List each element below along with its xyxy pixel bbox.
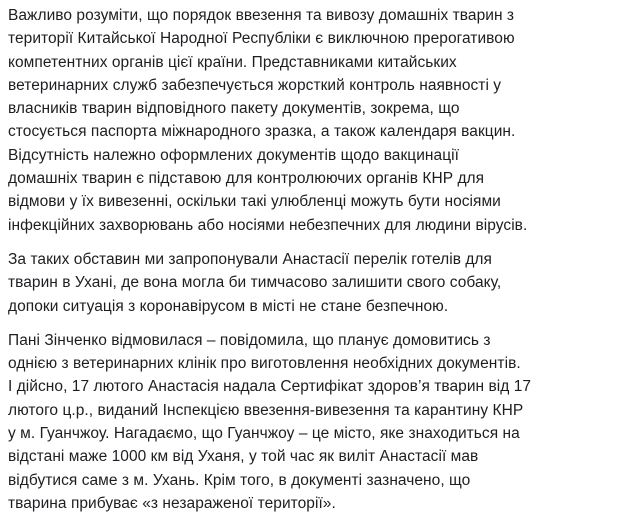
text-line: За таких обставин ми запропонували Анастасії перелік готелів для [8, 250, 492, 268]
paragraph-export-rules [8, 4, 611, 237]
text-line: ветеринарних служб забезпечується жорсткий контроль наявності у [8, 76, 502, 94]
text-line: відстані маже 1000 км від Уханя, у той час як виліт Анастасії мав [8, 448, 479, 466]
text-line: інфекційних захворювань або носіями небезпечних для людини вірусів. [8, 216, 528, 234]
text-line: у м. Гуанчжоу. Нагадаємо, що Гуанчжоу – це місто, яке знаходиться на [8, 425, 520, 443]
text-line: компетентних органів цієї країни. Представниками китайських [8, 53, 457, 71]
text-line: домашніх тварин є підставою для контролюючих органів КНР для [8, 170, 485, 188]
text-line: стосується паспорта міжнародного зразка, а також календаря вакцин. [8, 123, 516, 141]
text-line: І дійсно, 17 лютого Анастасія надала Сертифікат здоров’я тварин від 17 [8, 378, 532, 396]
text-line: тварин в Ухані, де вона могла би тимчасово залишити свого собаку, [8, 274, 502, 292]
paragraph-hotel-offer [8, 248, 611, 318]
paragraph-certificate [8, 329, 611, 515]
text-line: Відсутність належно оформлених документів щодо вакцинації [8, 146, 459, 164]
text-line: тварина прибуває «з незараженої території». [8, 494, 336, 512]
text-line: Важливо розуміти, що порядок ввезення та вивозу домашніх тварин з [8, 7, 515, 24]
text-line: території Китайської Народної Республіки є виключною прерогативою [8, 30, 515, 48]
text-line: відмови у їх вивезенні, оскільки такі улюбленці можуть бути носіями [8, 193, 501, 211]
text-line: власників тварин відповідного пакету документів, зокрема, що [8, 100, 460, 118]
text-line: однією з ветеринарних клінік про виготовлення необхідних документів. [8, 355, 521, 373]
text-line: допоки ситуація з коронавірусом в місті не стане безпечною. [8, 297, 449, 315]
text-line: відбутися саме з м. Ухань. Крім того, в документі зазначено, що [8, 471, 471, 489]
text-line: Пані Зінченко відмовилася – повідомила, що планує домовитись з [8, 331, 491, 349]
text-line: лютого ц.р., виданий Інспекцією ввезення-вивезення та карантину КНР [8, 401, 524, 419]
